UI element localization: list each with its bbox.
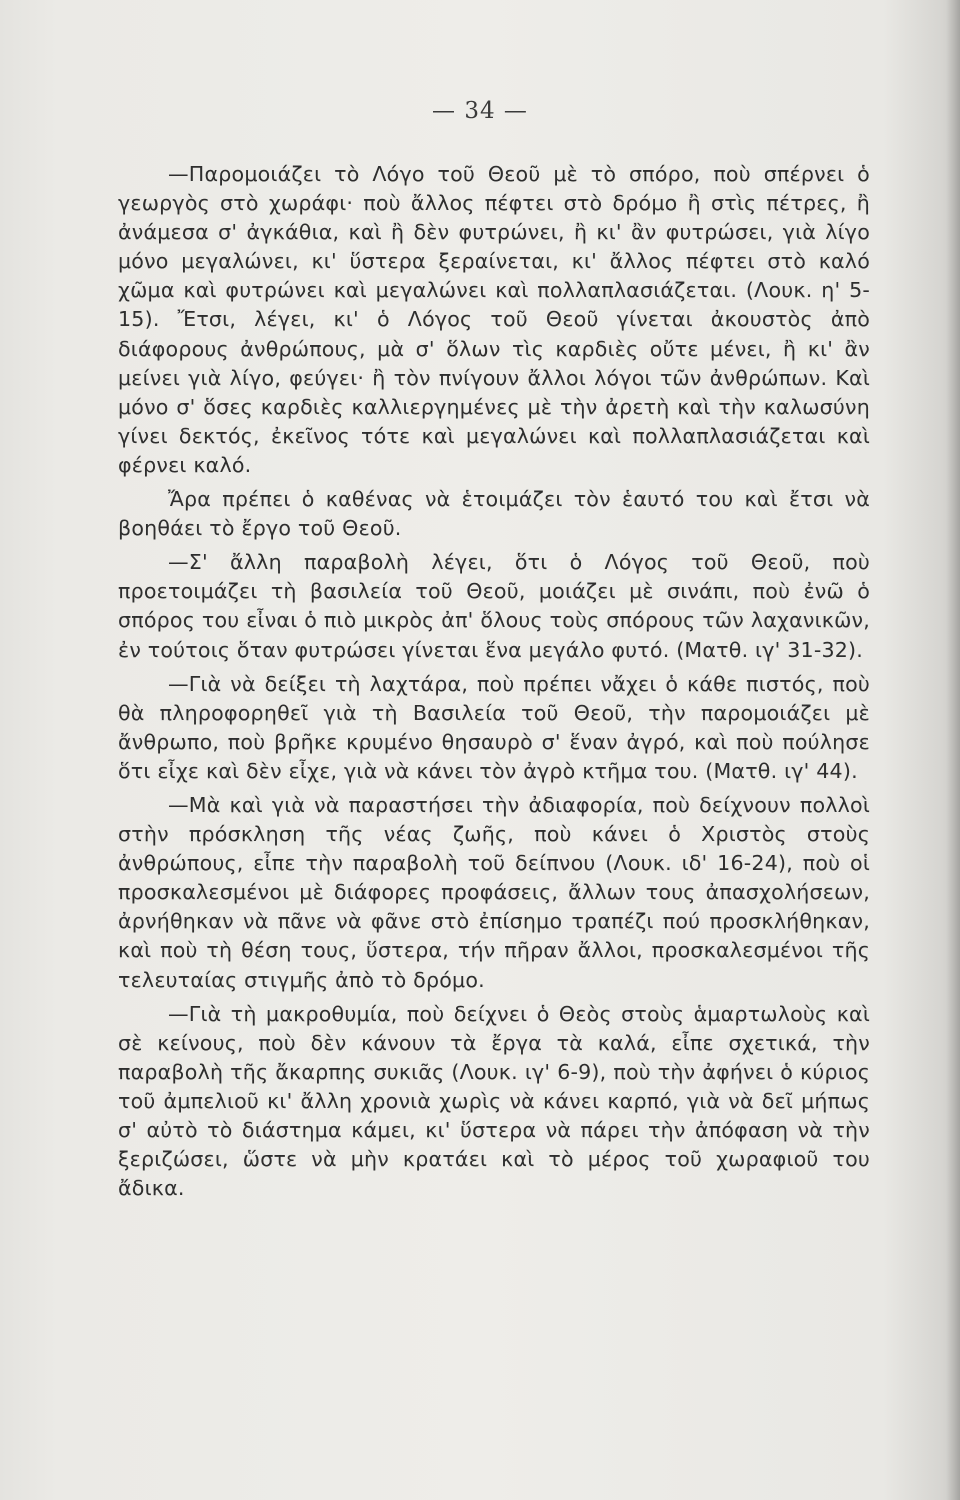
paragraph-mustard-seed: —Σ' ἄλλη παραβολὴ λέγει, ὅτι ὁ Λόγος τοῦ Θεοῦ, ποὺ προετοιμάζει τὴ βασιλεία τοῦ Θεοῦ, μοιάζει μὲ σινάπι, ποὺ ἐνῶ ὁ σπόρος του εἶναι ὁ πιὸ μικρὸς ἀπ' ὅλους τοὺς σπόρους τῶν λαχανικῶν, ἐν τούτοις ὅταν φυτρώσει γίνεται ἕνα μεγάλο φυτό. (Ματθ. ιγ' 31-32). (118, 550, 870, 662)
body-text (118, 160, 870, 1203)
paragraph-barren-fig-tree: —Γιὰ τὴ μακροθυμία, ποὺ δείχνει ὁ Θεὸς στοὺς ἁμαρτωλοὺς καὶ σὲ κείνους, ποὺ δὲν κάνουν τὰ ἔργα τὰ καλά, εἶπε σχετικά, τὴν παραβολὴ τῆς ἄκαρπης συκιᾶς (Λουκ. ιγ' 6-9), ποὺ τὴν ἀφήνει ὁ κύριος τοῦ ἀμπελιοῦ κι' ἄλλη χρονιὰ χωρὶς νὰ κάνει καρπό, γιὰ νὰ δεῖ μήπως σ' αὐτὸ τὸ διάστημα κάμει, κι' ὕστερα νὰ πάρει τὴν ἀπόφαση νὰ τὴν ξεριζώσει, ὥστε νὰ μὴν κρατάει καὶ τὸ μέρος τοῦ χωραφιοῦ του ἄδικα. (118, 1001, 870, 1201)
paragraph-hidden-treasure: —Γιὰ νὰ δείξει τὴ λαχτάρα, ποὺ πρέπει νἄχει ὁ κάθε πιστός, ποὺ θὰ πληροφορηθεῖ γιὰ τὴ Βασιλεία τοῦ Θεοῦ, τὴν παρομοιάζει μὲ ἄνθρωπο, ποὺ βρῆκε κρυμένο θησαυρὸ σ' ἕναν ἀγρό, καὶ ποὺ πούλησε ὅτι εἶχε καὶ δὲν εἶχε, γιὰ νὰ κάνει τὸν ἀγρὸ κτῆμα του. (Ματθ. ιγ' 44). (118, 671, 870, 783)
page-number: — 34 — (432, 98, 528, 124)
page-edge-shadow (946, 0, 960, 1500)
paragraph-conclusion: Ἄρα πρέπει ὁ καθένας νὰ ἑτοιμάζει τὸν ἑαυτό του καὶ ἔτσι νὰ βοηθάει τὸ ἔργο τοῦ Θεοῦ. (118, 487, 870, 541)
paragraph-sower: —Παρομοιάζει τὸ Λόγο τοῦ Θεοῦ μὲ τὸ σπόρο, ποὺ σπέρνει ὁ γεωργὸς στὸ χωράφι· ποὺ ἄλλος πέφτει στὸ δρόμο ἢ στὶς πέτρες, ἢ ἀνάμεσα σ' ἀγκάθια, καὶ ἢ δὲν φυτρώνει, ἢ κι' ἂν φυτρώσει, γιὰ λίγο μόνο μεγαλώνει, κι' ὕστερα ξεραίνεται, κι' ἄλλος πέφτει στὸ καλό χῶμα καὶ φυτρώνει καὶ μεγαλώνει καὶ πολλαπλασιάζεται. (Λουκ. η' 5-15). Ἔτσι, λέγει, κι' ὁ Λόγος τοῦ Θεοῦ γίνεται ἀκουστὸς ἀπὸ διάφορους ἀνθρώπους, μὰ σ' ὅλων τὶς καρδιὲς οὔτε μένει, ἢ κι' ἂν μείνει γιὰ λίγο, φεύγει· ἢ τὸν πνίγουν ἄλλοι λόγοι τῶν ἀνθρώπων. Καὶ μόνο σ' ὅσες καρδιὲς καλλιεργημένες μὲ τὴν ἀρετὴ καὶ τὴν καλωσύνη γίνει δεκτός, ἐκεῖνος τότε καὶ μεγαλώνει καὶ πολλαπλασιάζεται καὶ φέρνει καλό. (118, 162, 870, 477)
paragraph-great-supper: —Μὰ καὶ γιὰ νὰ παραστήσει τὴν ἀδιαφορία, ποὺ δείχνουν πολλοὶ στὴν πρόσκληση τῆς νέας ζωῆς, ποὺ κάνει ὁ Χριστὸς στοὺς ἀνθρώπους, εἶπε τὴν παραβολὴ τοῦ δείπνου (Λουκ. ιδ' 16-24), ποὺ οἱ προσκαλεσμένοι μὲ διάφορες προφάσεις, ἄλλων τους ἀπασχολήσεων, ἀρνήθηκαν νὰ πᾶνε νὰ φᾶνε στὸ ἐπίσημο τραπέζι πού προσκλήθηκαν, καὶ ποὺ τὴ θέση τους, ὕστερα, τήν πῆραν ἄλλοι, προσκαλεσμένοι τῆς τελευταίας στιγμῆς ἀπὸ τὸ δρόμο. (118, 792, 870, 992)
